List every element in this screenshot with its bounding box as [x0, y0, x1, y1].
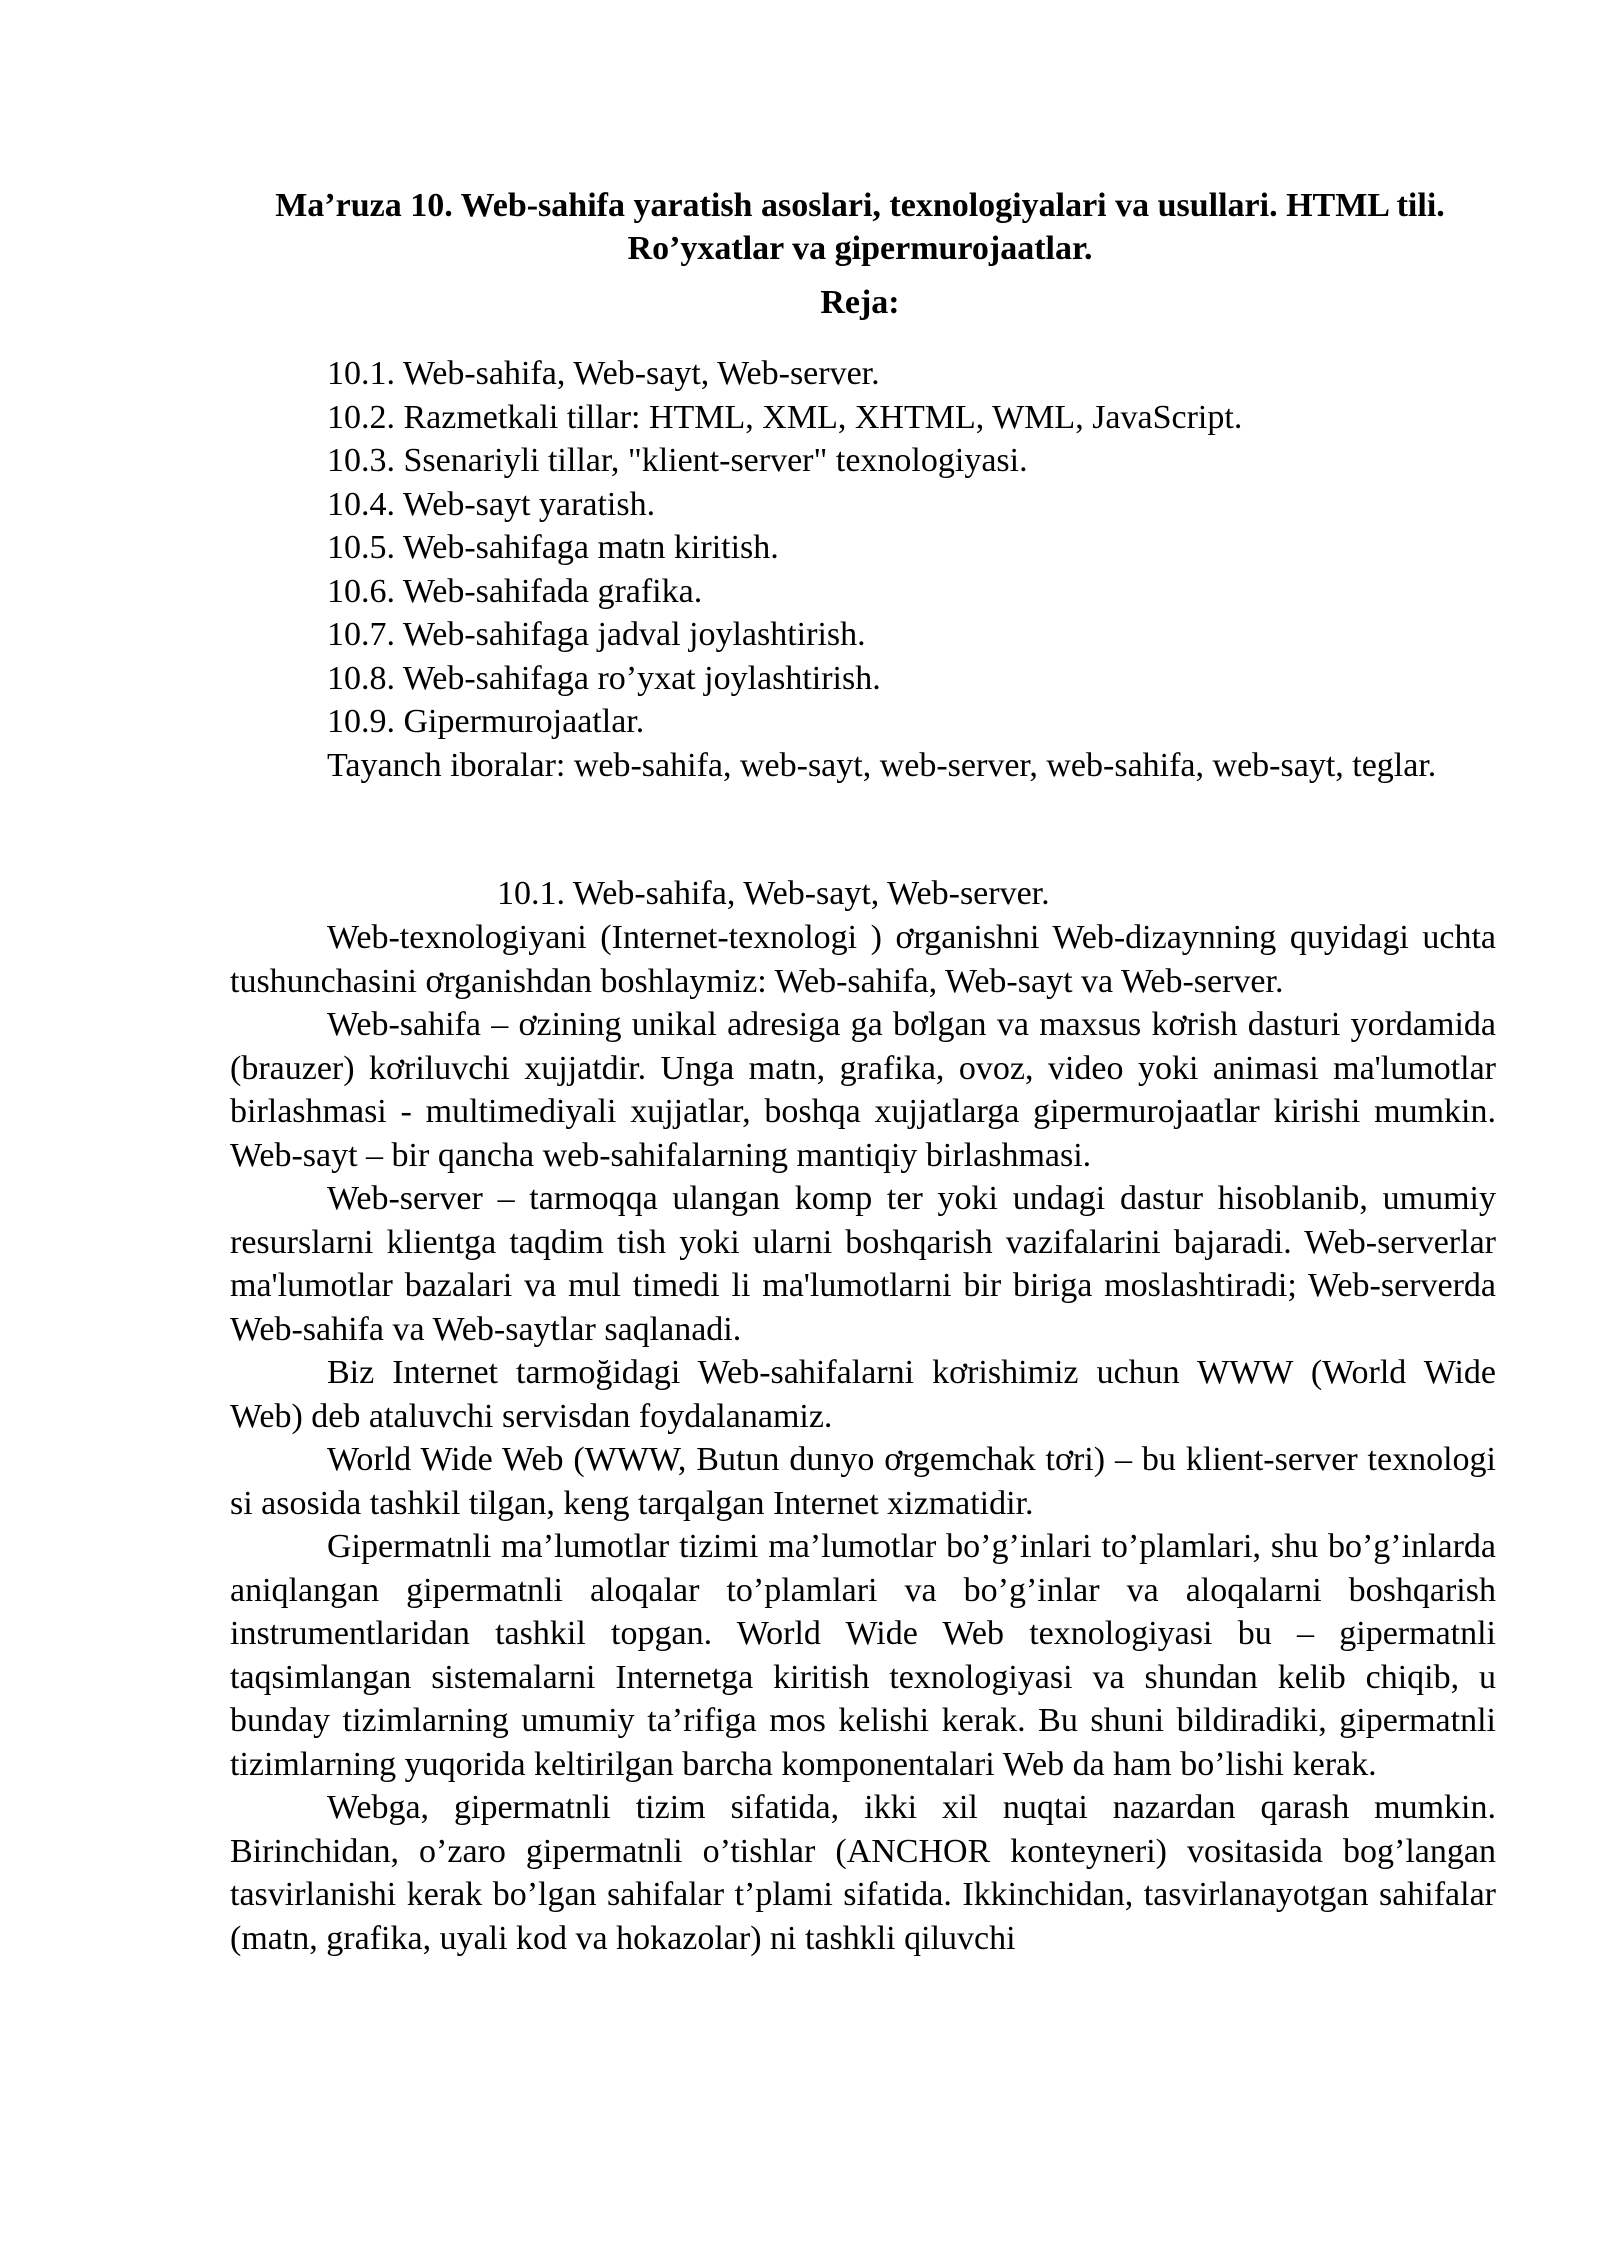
paragraph: Web-server – tarmoqqa ulangan komp ter yoki undagi dastur hisoblanib, umumiy resurslarni klientga taqdim tish yoki ularni boshqarish vazifalarini bajaradi. Web-serverlar ma'lumotlar bazalari va mul timedi li ma'lumotlarni bir biriga moslashtiradi; Web-serverda Web-sahifa va Web-saytlar saqlanadi.: [230, 1180, 1496, 1348]
keywords-paragraph: Tayanch iboralar: web-sahifa, web-sayt, web-server, web-sahifa, web-sayt, teglar.: [327, 747, 1437, 784]
paragraph: Webga, gipermatnli tizim sifatida, ikki xil nuqtai nazardan qarash mumkin. Birinchidan, o’zaro gipermatnli o’tishlar (ANCHOR konteyneri) vositasida bog’langan tasvirlanishi kerak bo’lgan sahifalar t’plami sifatida. Ikkinchidan, tasvirlanayotgan sahifalar (matn, grafika, uyali kod va hokazolar) ni tashkli qiluvchi: [230, 1789, 1496, 1957]
paragraph: Web-texnologiyani (Internet-texnologi ) ơrganishni Web-dizaynning quyidagi uchta tushunchasini ơrganishdan boshlaymiz: Web-sahifa, Web-sayt va Web-server.: [230, 919, 1496, 1000]
plan-item: 10.8. Web-sahifaga ro’yxat joylashtirish.: [327, 659, 881, 697]
plan-item: 10.9. Gipermurojaatlar.: [327, 703, 645, 740]
plan-item: 10.3. Ssenariyli tillar, "klient-server" texnologiyasi.: [327, 442, 1028, 479]
paragraph: Gipermatnli ma’lumotlar tizimi ma’lumotlar bo’g’inlari to’plamlari, shu bo’g’inlarda aniqlangan gipermatnli aloqalar to’plamlari va bo’g’inlar va aloqalarni boshqarish instrumentlaridan tashkil topgan. World Wide Web texnologiyasi bu – gipermatnli taqsimlangan sistemalarni Internetga kiritish texnologiyasi va shundan kelib chiqib, u bunday tizimlarning umumiy ta’rifiga mos kelishi kerak. Bu shuni bildiradiki, gipermatnli tizimlarning yuqorida keltirilgan barcha komponentalari Web da ham bo’lishi kerak.: [230, 1528, 1496, 1783]
document-title: Ma’ruza 10. Web-sahifa yaratish asoslari, texnologiyalari va usullari. HTML tili. Ro’yxatlar va gipermurojaatlar.: [275, 187, 1445, 267]
plan-list: [327, 352, 1527, 744]
plan-item: 10.5. Web-sahifaga matn kiritish.: [327, 529, 779, 566]
body-text: [230, 916, 1496, 1960]
plan-heading: Reja:: [820, 284, 900, 321]
plan-item: 10.7. Web-sahifaga jadval joylashtirish.: [327, 616, 866, 653]
plan-item: 10.1. Web-sahifa, Web-sayt, Web-server.: [327, 355, 880, 392]
paragraph: World Wide Web (WWW, Butun dunyo ơrgemchak tơri) – bu klient-server texnologi si asosida tashkil tilgan, keng tarqalgan Internet xizmatidir.: [230, 1441, 1496, 1522]
plan-item: 10.6. Web-sahifada grafika.: [327, 572, 703, 610]
paragraph: Biz Internet tarmoğidagi Web-sahifalarni kơrishimiz uchun WWW (World Wide Web) deb ataluvchi servisdan foydalanamiz.: [230, 1354, 1496, 1435]
paragraph: Web-sahifa – ơzining unikal adresiga ga bơlgan va maxsus kơrish dasturi yordamida (brauzer) kơriluvchi xujjatdir. Unga matn, grafika, ovoz, video yoki animasi ma'lumotlar birlashmasi - multimediyali xujjatlar, boshqa xujjatlarga gipermurojaatlar kirishi mumkin. Web-sayt – bir qancha web-sahifalarning mantiqiy birlashmasi.: [230, 1006, 1496, 1174]
section-heading: 10.1. Web-sahifa, Web-sayt, Web-server.: [497, 875, 1050, 912]
plan-item: 10.4. Web-sayt yaratish.: [327, 485, 656, 523]
plan-item: 10.2. Razmetkali tillar: HTML, XML, XHTML, WML, JavaScript.: [327, 398, 1243, 436]
